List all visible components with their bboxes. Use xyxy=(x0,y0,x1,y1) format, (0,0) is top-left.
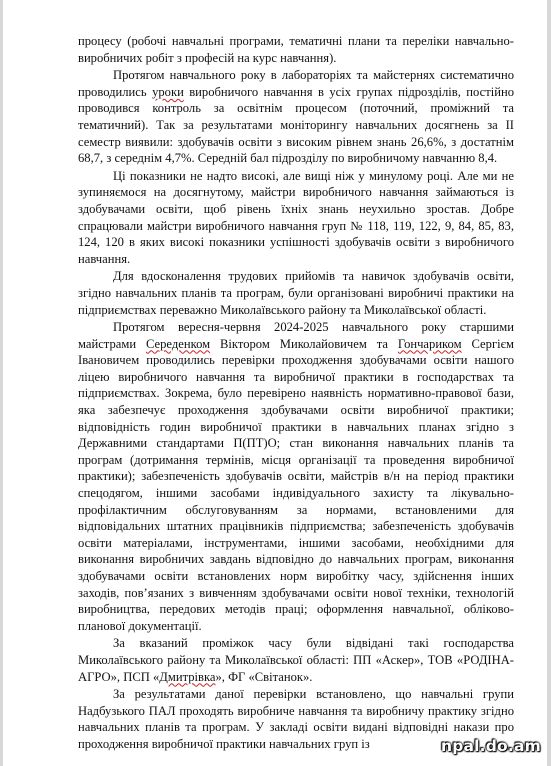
site-watermark: npal.do.am xyxy=(440,737,541,755)
paragraph-text: процесу (робочі навчальні програми, тематичні плани та переліки навчально-виробничих робіт з професій на курс навчання). xyxy=(78,34,514,65)
paragraph-text: Для вдосконалення трудових прийомів та навичок здобувачів освіти, згідно навчальних планів та програм, були організовані виробничі практики на підприємствах переважно Миколаївського району та Миколаївської області. xyxy=(78,269,514,317)
document-body xyxy=(78,33,514,753)
spellcheck-flagged-word: Дмитрівка xyxy=(159,669,216,684)
paragraph-text: », ФГ «Світанок». xyxy=(215,669,313,684)
paragraph-text: Віктором Миколайовичем та xyxy=(210,336,398,351)
paragraph xyxy=(78,268,514,318)
page-edge-left xyxy=(0,0,3,766)
paragraph xyxy=(78,67,514,167)
spellcheck-flagged-word: уроки xyxy=(152,84,184,99)
paragraph-text: Протягом навчального року в лабораторіях та майстернях систематично проводились xyxy=(78,68,514,99)
paragraph-text: За результатами даної перевірки встановлено, що навчальні групи Надбузького ПАЛ проходять виробниче навчання та виробничу практику згідно навчальних планів та програм. У закладі освіти видані відповідні накази про проходження виробничої практики навчальних груп із xyxy=(78,687,514,751)
paragraph-text: За вказаний проміжок часу були відвідані такі господарства Миколаївського району та Миколаївської області: ПП «Аскер», ТОВ «РОДІНА-АГРО», ПСП « xyxy=(78,636,514,684)
paragraph xyxy=(78,319,514,634)
paragraph xyxy=(78,168,514,268)
paragraph-text: Сергієм Івановичем проводились перевірки проходження здобувачами освіти нашого ліцею виробничого навчання та виробничої практики в господарствах та підприємствах. Зокрема, було перевірено наявність нормативно-правової бази, яка забезпечує проходження здобувачами освіти виробничої практики; відповідність годин виробничої практики в навчальних планах згідно з Державними стандартами П(ПТ)О; стан виконання навчальних планів та програм (дотримання термінів, місця організації та проведення виробничої практики); забезпеченість здобувачів освіти, майстрів в/н на період практики спецодягом, іншими засобами індивідуального захисту та лікувально-профілактичним обслуговуванням за нормами, встановленими для відповідальних штатних працівників підприємства; забезпеченість здобувачів освіти матеріалами, інструментами, іншими засобами, необхідними для виконання виробничих завдань відповідно до навчальних програм, виконання здобувачами освіти встановлених норм виробітку часу, здійснення інших заходів, пов’язаних з вивченням здобувачами освіти нової техніки, технологій виробництва, передових методів праці; оформлення навчальної, обліково-планової документації. xyxy=(78,336,514,633)
spellcheck-flagged-word: Середенком xyxy=(145,336,211,351)
spellcheck-flagged-word: Гончариком xyxy=(397,336,462,351)
paragraph-text: виробничого навчання в усіх групах підрозділів, постійно проводився контроль за освітнім процесом (поточний, проміжний та тематичний). Так за результатами моніторингу навчальних досягнень за II семестр виявили: здобувачів освіти з високим рівнем знань 26,6%, з достатнім 68,7, з середнім 4,7%. Середній бал підрозділу по виробничому навчанню 8,4. xyxy=(78,84,515,166)
paragraph xyxy=(78,33,514,66)
page-edge-right xyxy=(547,0,551,766)
paragraph xyxy=(78,635,514,685)
paragraph-text: Протягом вересня-червня 2024-2025 навчального року старшими майстрами xyxy=(78,320,514,351)
paragraph-text: Ці показники не надто високі, але вищі ніж у минулому році. Але ми не зупиняємося на досягнутому, майстри виробничого навчання займаються із здобувачами освіти, щоб рівень їхніх знань неухильно зростав. Добре спрацювали майстри виробничого навчання груп № 118, 119, 122, 9, 84, 85, 83, 124, 120 в яких високі показники успішності здобувачів освіти з виробничого навчання. xyxy=(78,168,514,266)
